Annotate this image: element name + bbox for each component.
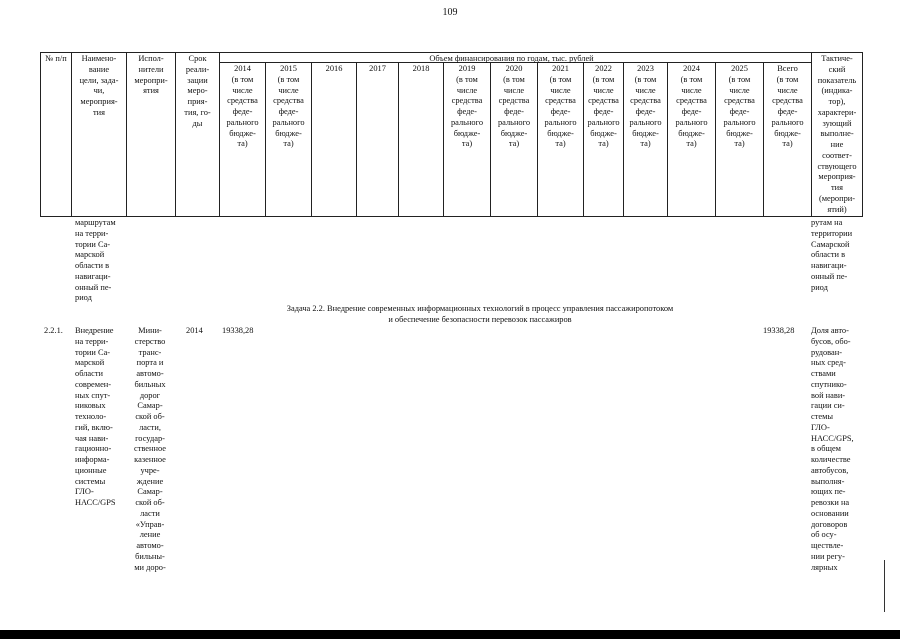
year-label: 2019 xyxy=(458,64,476,73)
year-label: 2016 xyxy=(325,64,343,73)
year-label: 2022 xyxy=(595,64,612,73)
continued-name: маршрутам на терри- тории Са- марской области в навигаци- онный пе- риод xyxy=(75,218,116,303)
year-2016 xyxy=(312,64,356,75)
year-label: 2015 xyxy=(280,64,297,73)
year-note: (в том числе средства феде- рального бюдже- та) xyxy=(723,74,756,149)
header-indicator: Тактиче- ский показатель (индика- тор), характери- зующий выполне- ние соответ- ствующего мероприя- тия (меропри- ятий) xyxy=(817,54,857,214)
page-number: 109 xyxy=(442,7,458,18)
row-term: 2014 xyxy=(186,326,203,335)
year-2023 xyxy=(624,64,667,150)
header-financing: Объем финансирования по годам, тыс. рублей xyxy=(429,54,594,63)
year-note: (в том числе средства феде- рального бюдже- та) xyxy=(771,74,804,149)
year-note: (в том числе средства феде- рального бюдже- та) xyxy=(587,74,620,149)
year-note: (в том числе средства феде- рального бюдже- та) xyxy=(497,74,531,149)
year-2014 xyxy=(220,64,265,150)
year-2020 xyxy=(491,64,537,150)
year-label: 2017 xyxy=(369,64,386,73)
task-heading: Задача 2.2. Внедрение современных информационных технологий в процесс управления пассажиропотоком и обеспечение безопасности перевозок пассажиров xyxy=(286,304,674,324)
scan-edge-line xyxy=(884,560,885,612)
year-2017 xyxy=(357,64,398,75)
continued-indicator: рутам на территории Самарской области в навигаци- онный пе- риод xyxy=(811,218,853,292)
year-note: (в том числе средства феде- рального бюдже- та) xyxy=(226,74,259,149)
header-executors: Испол- нители меропри- ятия xyxy=(134,54,168,96)
year-label: 2021 xyxy=(552,64,569,73)
year-note: (в том числе средства феде- рального бюдже- та) xyxy=(675,74,708,149)
row-total: 19338,28 xyxy=(763,326,795,335)
year-note: (в том числе средства феде- рального бюдже- та) xyxy=(629,74,662,149)
scan-bottom-border xyxy=(0,630,900,639)
year-2024 xyxy=(668,64,715,150)
year-label: 2014 xyxy=(234,64,251,73)
header-name: Наимено- вание цели, зада- чи, мероприя- тия xyxy=(79,54,119,117)
header-num: № п/п xyxy=(45,54,67,63)
year-2018 xyxy=(399,64,443,75)
row-num: 2.2.1. xyxy=(44,326,63,335)
year-label: Всего xyxy=(777,64,798,73)
year-note: (в том числе средства феде- рального бюдже- та) xyxy=(544,74,577,149)
year-2021 xyxy=(538,64,583,150)
row-indicator: Доля авто- бусов, обо- рудован- ных сред- ствами спутнико- вой нави- гации си- стемы ГЛО- НАСС/GPS, в общем количестве автобусов, выполня- ющих пе- ревозки на основании договоров об осу- ществле- нии регу- лярных xyxy=(811,326,854,572)
year-2022 xyxy=(584,64,623,150)
year-label: 2018 xyxy=(412,64,430,73)
year-label: 2023 xyxy=(637,64,654,73)
year-2015 xyxy=(266,64,311,150)
year-note: (в том числе средства феде- рального бюдже- та) xyxy=(272,74,305,149)
header-term: Срок реали- зации меро- прия- тия, го- ды xyxy=(184,54,211,128)
row-value-2014: 19338,28 xyxy=(222,326,254,335)
year-2025 xyxy=(716,64,763,150)
year-label: 2020 xyxy=(505,64,523,73)
year-label: 2024 xyxy=(683,64,700,73)
row-name: Внедрение на терри- тории Са- марской области современ- ных спут- никовых техноло- гий, вклю- чая нави- гационно- информа- ционные системы ГЛО- НАСС/GPS xyxy=(75,326,116,507)
year-total xyxy=(764,64,811,150)
year-2019 xyxy=(444,64,490,150)
year-note: (в том числе средства феде- рального бюдже- та) xyxy=(450,74,484,149)
row-executor: Мини- стерство транс- порта и автомо- бильных дорог Самар- ской об- ласти, государ- ственное казенное учре- ждение Самар- ской об- ласти «Управ- ление автомо- бильны- ми доро- xyxy=(134,326,166,572)
year-label: 2025 xyxy=(731,64,748,73)
